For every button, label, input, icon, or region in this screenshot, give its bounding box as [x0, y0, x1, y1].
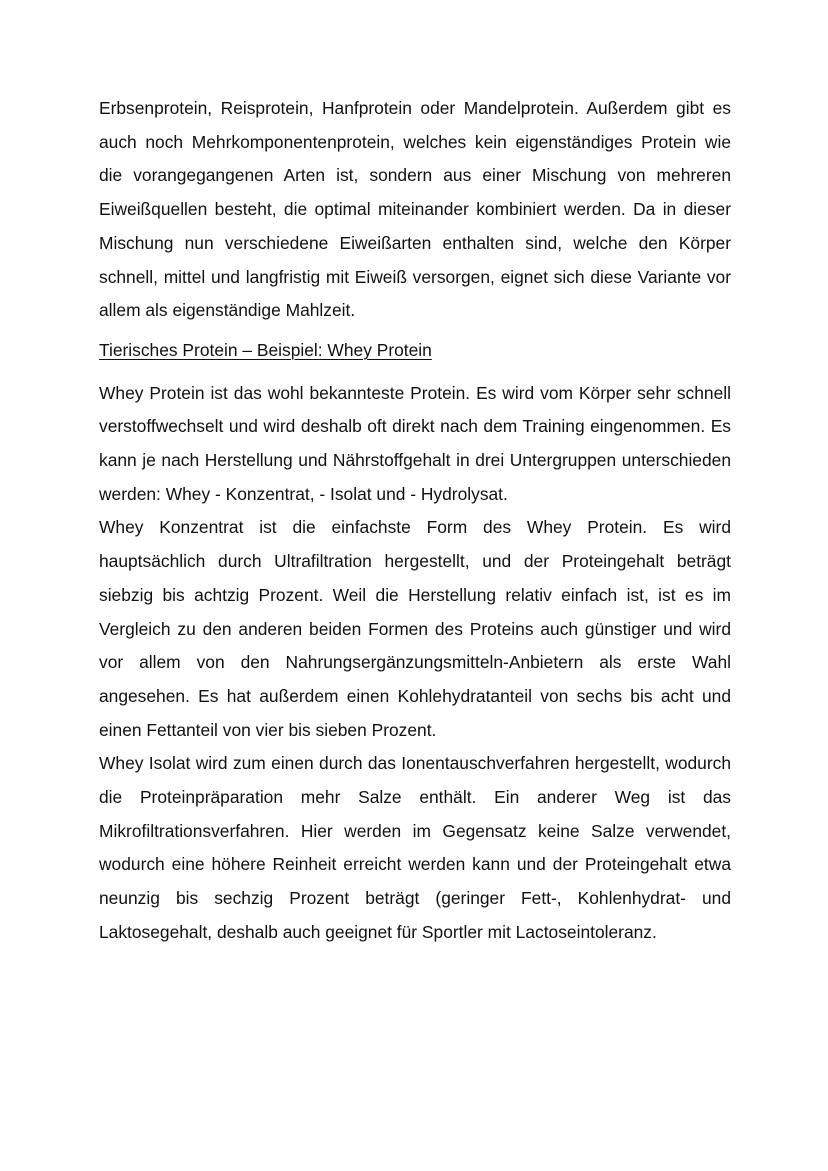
intro-paragraph: Erbsenprotein, Reisprotein, Hanfprotein oder Mandelprotein. Außerdem gibt es auch noch Mehrkomponentenprotein, welches kein eigenständiges Protein wie die vorangegangenen Arten ist, sondern aus einer Mischung von mehreren Eiweißquellen besteht, die optimal miteinander kombiniert werden. Da in dieser Mischung nun verschiedene Eiweißarten enthalten sind, welche den Körper schnell, mittel und langfristig mit Eiweiß versorgen, eignet sich diese Variante vor allem als eigenständige Mahlzeit.	[99, 98, 731, 321]
document-page	[99, 92, 731, 950]
paragraph-whey-isolat: Whey Isolat wird zum einen durch das Ionentauschverfahren hergestellt, wodurch die Proteinpräparation mehr Salze enthält. Ein anderer Weg ist das Mikrofiltrationsverfahren. Hier werden im Gegensatz keine Salze verwendet, wodurch eine höhere Reinheit erreicht werden kann und der Proteingehalt etwa neunzig bis sechzig Prozent beträgt (geringer Fett-, Kohlenhydrat- und Laktosegehalt, deshalb auch geeignet für Sportler mit Lactoseintoleranz.	[99, 753, 731, 942]
section-heading: Tierisches Protein – Beispiel: Whey Protein	[99, 339, 432, 360]
paragraph-whey-konzentrat: Whey Konzentrat ist die einfachste Form des Whey Protein. Es wird hauptsächlich durch Ultrafiltration hergestellt, und der Proteingehalt beträgt siebzig bis achtzig Prozent. Weil die Herstellung relativ einfach ist, ist es im Vergleich zu den anderen beiden Formen des Proteins auch günstiger und wird vor allem von den Nahrungsergänzungsmitteln-Anbietern als erste Wahl angesehen. Es hat außerdem einen Kohlehydratanteil von sechs bis acht und einen Fettanteil von vier bis sieben Prozent.	[99, 517, 731, 740]
paragraph-whey-overview: Whey Protein ist das wohl bekannteste Protein. Es wird vom Körper sehr schnell verstoffwechselt und wird deshalb oft direkt nach dem Training eingenommen. Es kann je nach Herstellung und Nährstoffgehalt in drei Untergruppen unterschieden werden: Whey - Konzentrat, - Isolat und - Hydrolysat.	[99, 382, 731, 504]
